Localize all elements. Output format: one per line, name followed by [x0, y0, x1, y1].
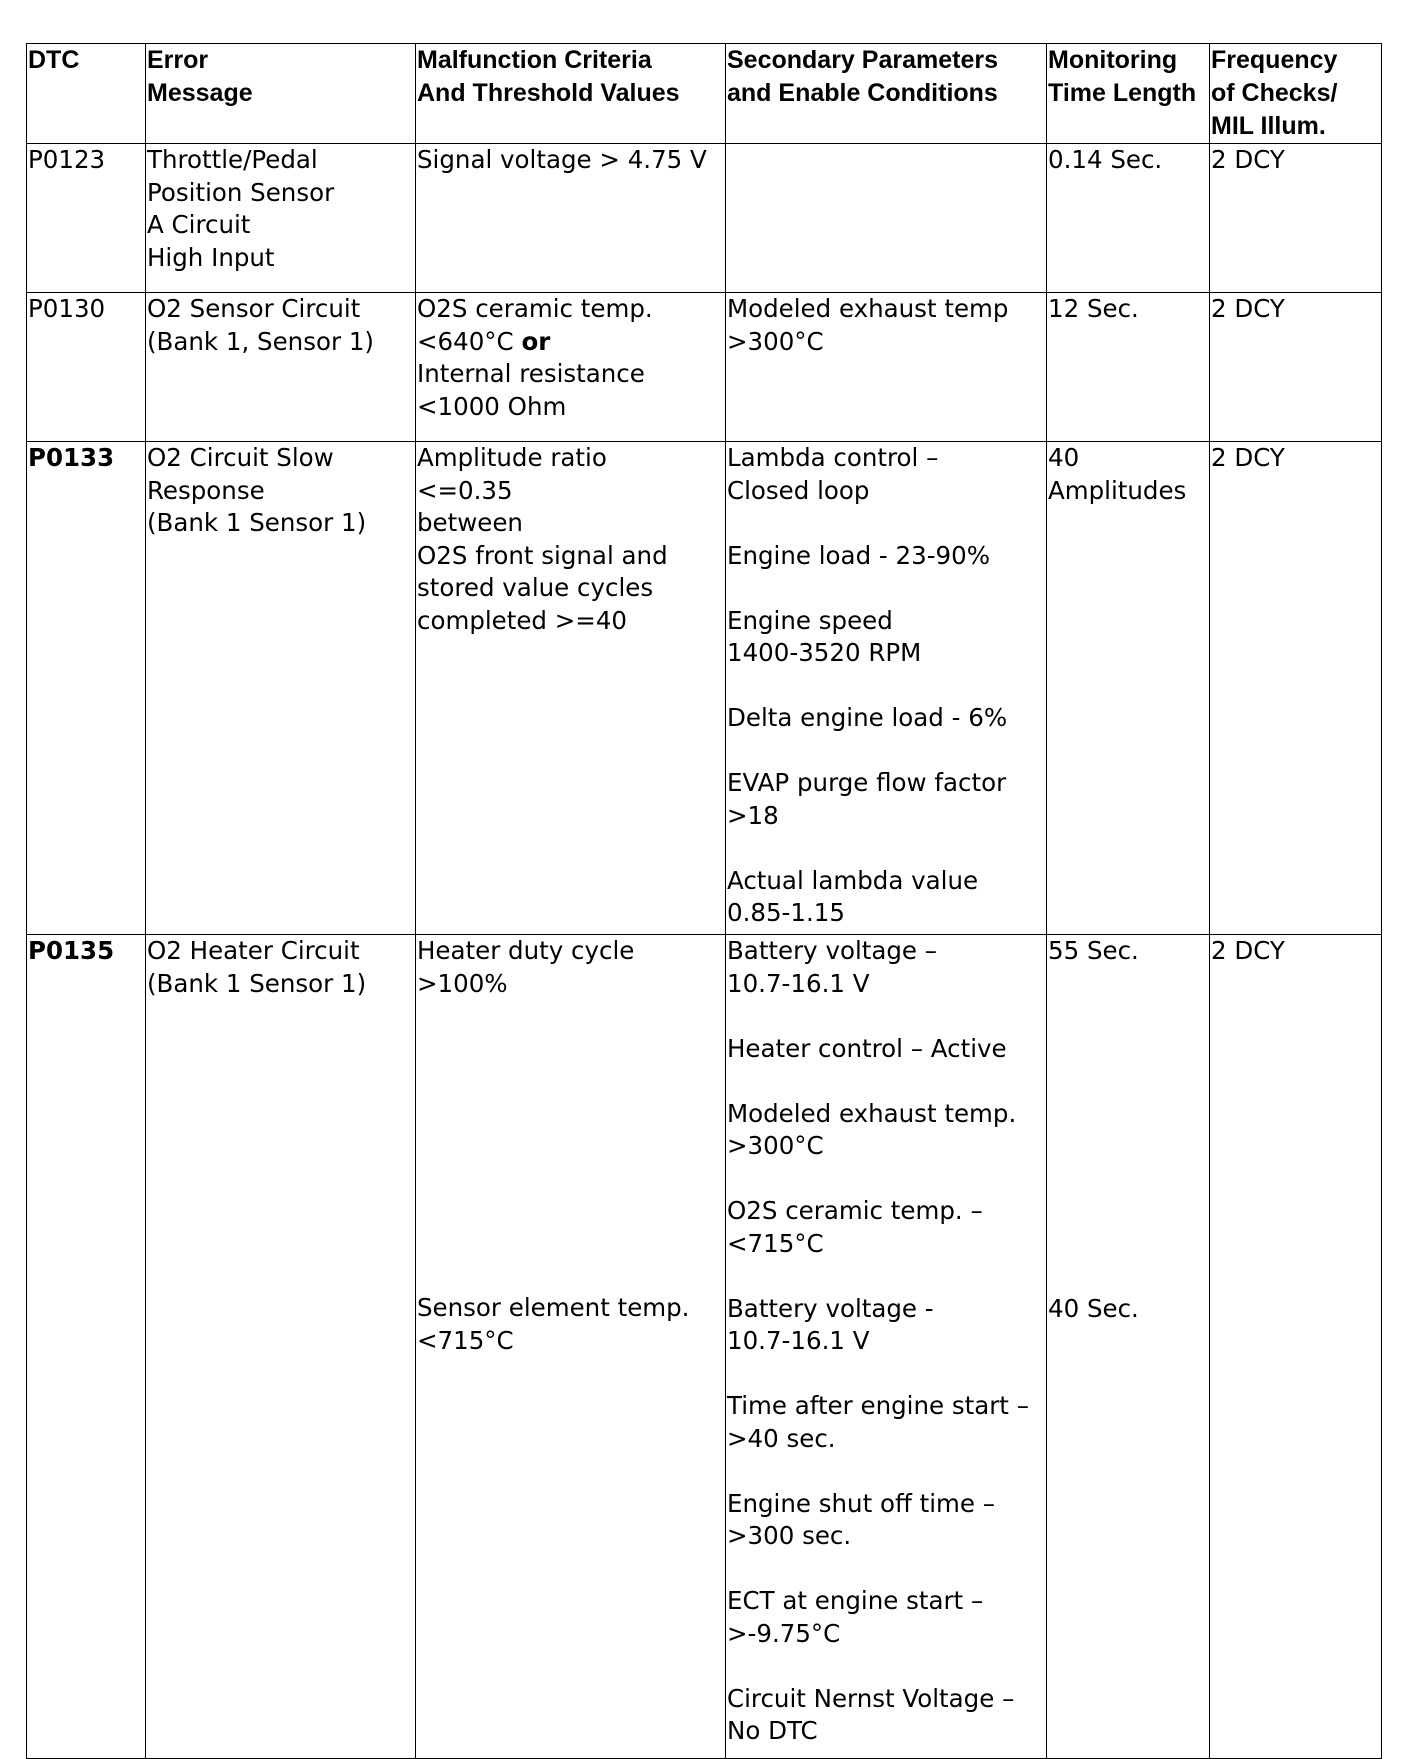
table-row-p0133 — [27, 442, 1382, 935]
condition-item: Engine load - 23-90% — [727, 540, 991, 570]
header-frequency: Frequency of Checks/ MIL Illum. — [1210, 44, 1382, 144]
condition-item: Circuit Nernst Voltage – No DTC — [727, 1683, 1015, 1745]
condition-item: O2S ceramic temp. – <715°C — [727, 1196, 983, 1258]
condition-item: Engine speed 1400-3520 RPM — [727, 605, 922, 667]
error-message-cell: O2 Sensor Circuit (Bank 1, Sensor 1) — [146, 293, 416, 442]
malfunction-cell: O2S ceramic temp. <640°C or Internal resistance <1000 Ohm — [416, 293, 726, 442]
condition-item: Time after engine start – >40 sec. — [727, 1391, 1029, 1453]
monitoring-cell: 0.14 Sec. — [1047, 144, 1210, 293]
condition-item: Battery voltage – 10.7-16.1 V — [727, 936, 938, 998]
frequency-cell: 2 DCY — [1210, 144, 1382, 293]
malfunction-cell: Heater duty cycle >100% Sensor element temp. <715°C — [416, 935, 726, 1759]
condition-item: Delta engine load - 6% — [727, 703, 1008, 732]
error-message-cell: Throttle/Pedal Position Sensor A Circuit High Input — [146, 144, 416, 293]
malfunction-cell: Amplitude ratio <=0.35 between O2S front signal and stored value cycles completed >=40 — [416, 442, 726, 935]
condition-item: Battery voltage - 10.7-16.1 V — [727, 1293, 934, 1355]
malfunction-cell: Signal voltage > 4.75 V — [416, 144, 726, 293]
secondary-cell — [726, 935, 1047, 1759]
frequency-cell: 2 DCY — [1210, 293, 1382, 442]
condition-item: EVAP purge flow factor >18 — [727, 768, 1007, 830]
frequency-cell: 2 DCY — [1210, 935, 1382, 1759]
condition-item: Heater control – Active — [727, 1033, 1007, 1063]
secondary-cell — [726, 442, 1047, 935]
condition-item: Engine shut off time – >300 sec. — [727, 1488, 996, 1550]
error-message-cell: O2 Heater Circuit (Bank 1 Sensor 1) — [146, 935, 416, 1759]
dtc-cell: P0135 — [27, 935, 146, 1759]
monitoring-cell: 40 Amplitudes — [1047, 442, 1210, 935]
header-error-message: Error Message — [146, 44, 416, 144]
condition-item: Lambda control – Closed loop — [727, 443, 939, 505]
condition-item: ECT at engine start – >-9.75°C — [727, 1586, 984, 1648]
monitoring-cell: 12 Sec. — [1047, 293, 1210, 442]
header-monitoring-time: Monitoring Time Length — [1047, 44, 1210, 144]
table-row-p0123 — [27, 144, 1382, 293]
secondary-cell: Modeled exhaust temp >300°C — [726, 293, 1047, 442]
table-row-p0130 — [27, 293, 1382, 442]
error-message-cell: O2 Circuit Slow Response (Bank 1 Sensor 1) — [146, 442, 416, 935]
condition-item: Modeled exhaust temp. >300°C — [727, 1098, 1017, 1160]
condition-item: Actual lambda value 0.85-1.15 — [727, 865, 979, 927]
header-secondary-parameters: Secondary Parameters and Enable Conditions — [726, 44, 1047, 144]
dtc-cell: P0123 — [27, 144, 146, 293]
frequency-cell: 2 DCY — [1210, 442, 1382, 935]
dtc-cell: P0133 — [27, 442, 146, 935]
table-row-p0135 — [27, 935, 1382, 1759]
secondary-cell — [726, 144, 1047, 293]
monitoring-cell: 55 Sec. 40 Sec. — [1047, 935, 1210, 1759]
header-malfunction-criteria: Malfunction Criteria And Threshold Values — [416, 44, 726, 144]
header-dtc: DTC — [27, 44, 146, 144]
diagnostic-table — [26, 43, 1382, 1759]
dtc-cell: P0130 — [27, 293, 146, 442]
table-header-row — [27, 44, 1382, 144]
